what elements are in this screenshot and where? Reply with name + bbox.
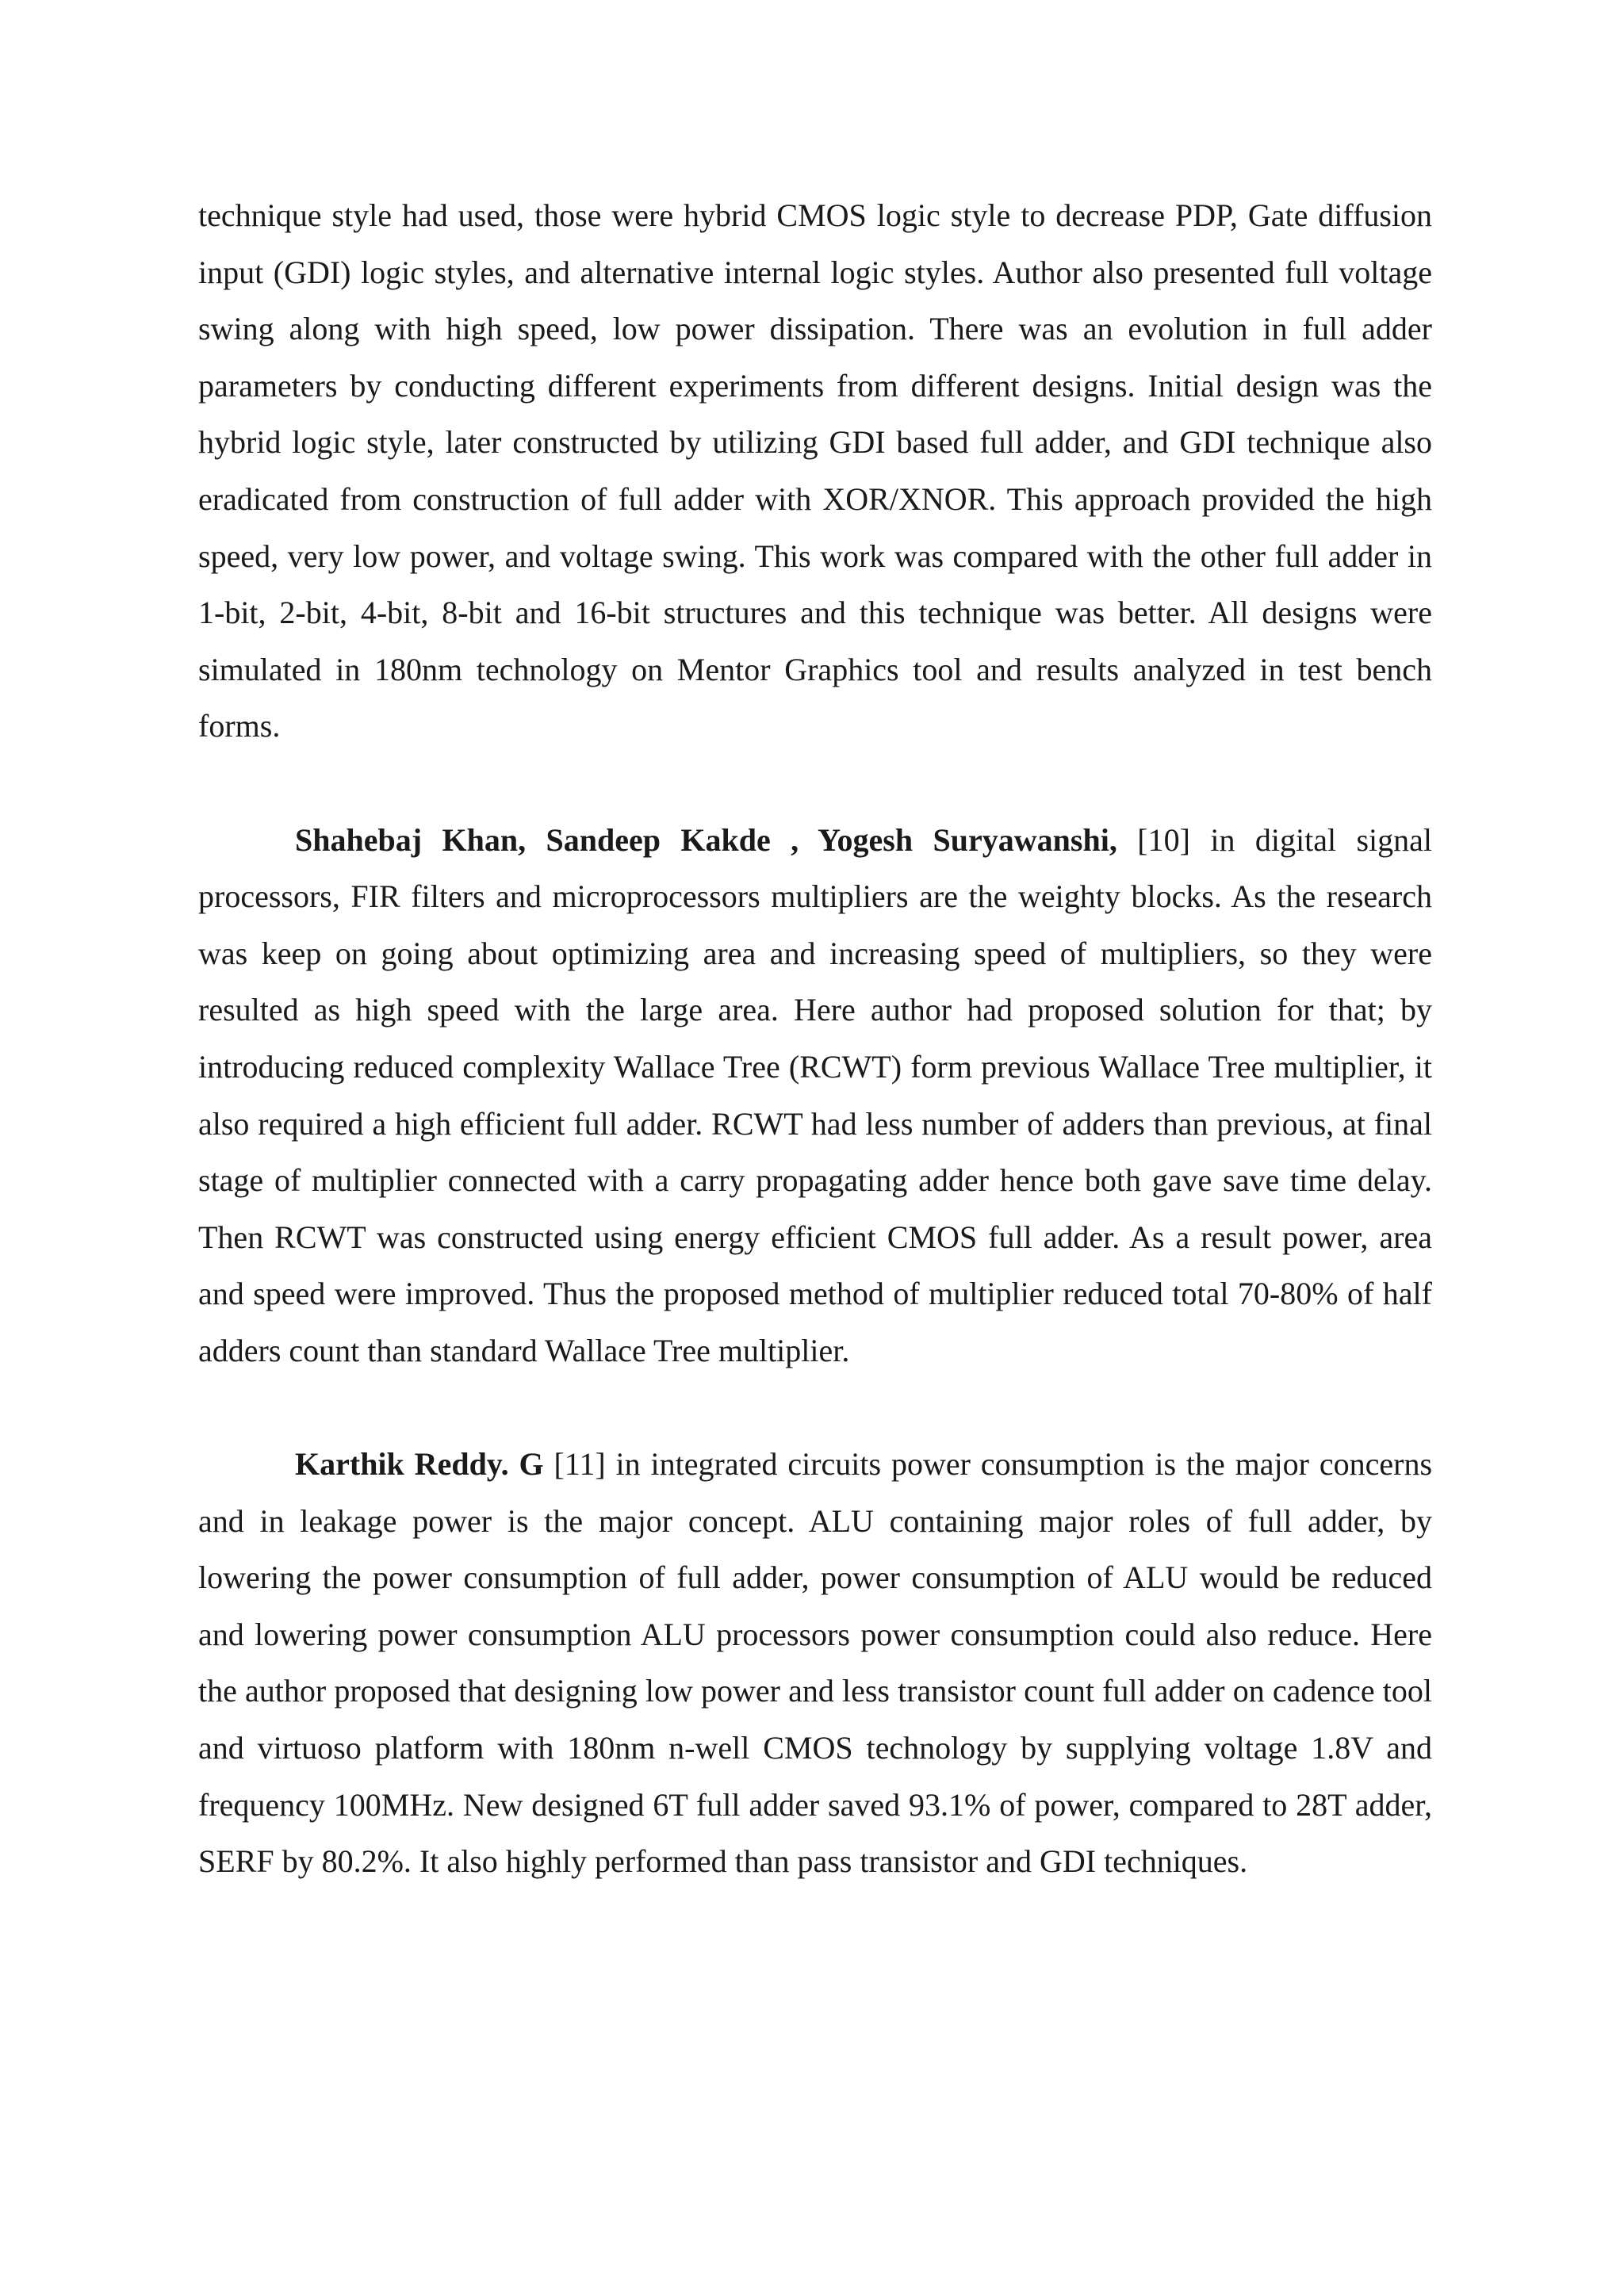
paragraph-low-power-full-adder <box>198 1436 1432 1890</box>
paragraph-text: in digital signal processors, FIR filters and microprocessors multipliers are the weighty blocks. As the research was keep on going about optimizing area and increasing speed of multipliers, so they were resulted as high speed with the large area. Here author had proposed solution for that; by introducing reduced complexity Wallace Tree (RCWT) form previous Wallace Tree multiplier, it also required a high efficient full adder. RCWT had less number of adders than previous, at final stage of multiplier connected with a carry propagating adder hence both gave save time delay. Then RCWT was constructed using energy efficient CMOS full adder. As a result power, area and speed were improved. Thus the proposed method of multiplier reduced total 70-80% of half adders count than standard Wallace Tree multiplier. <box>198 821 1433 1368</box>
paragraph-rcwt-multiplier <box>198 812 1432 1380</box>
body-text <box>198 187 1432 1890</box>
paragraph-gdi-full-adder <box>198 187 1432 755</box>
paragraph-text: in integrated circuits power consumption is the major concerns and in leakage power is the major concept. ALU containing major roles of full adder, by lowering the power consumption of full adder, power consumption of ALU would be reduced and lowering power consumption ALU processors power consumption could also reduce. Here the author proposed that designing low power and less transistor count full adder on cadence tool and virtuoso platform with 180nm n-well CMOS technology by supplying voltage 1.8V and frequency 100MHz. New designed 6T full adder saved 93.1% of power, compared to 28T adder, SERF by 80.2%. It also highly performed than pass transistor and GDI techniques. <box>198 1446 1433 1880</box>
author-names: Shahebaj Khan, Sandeep Kakde , Yogesh Suryawanshi, <box>295 821 1117 858</box>
citation-ref: [10] <box>1137 821 1190 858</box>
citation-ref: [11] <box>553 1446 606 1483</box>
paragraph-text: technique style had used, those were hybrid CMOS logic style to decrease PDP, Gate diffusion input (GDI) logic styles, and alternative internal logic styles. Author also presented full voltage swing along with high speed, low power dissipation. There was an evolution in full adder parameters by conducting different experiments from different designs. Initial design was the hybrid logic style, later constructed by utilizing GDI based full adder, and GDI technique also eradicated from construction of full adder with XOR/XNOR. This approach provided the high speed, very low power, and voltage swing. This work was compared with the other full adder in 1-bit, 2-bit, 4-bit, 8-bit and 16-bit structures and this technique was better. All designs were simulated in 180nm technology on Mentor Graphics tool and results analyzed in test bench forms. <box>198 197 1432 744</box>
author-names: Karthik Reddy. G <box>295 1446 544 1483</box>
